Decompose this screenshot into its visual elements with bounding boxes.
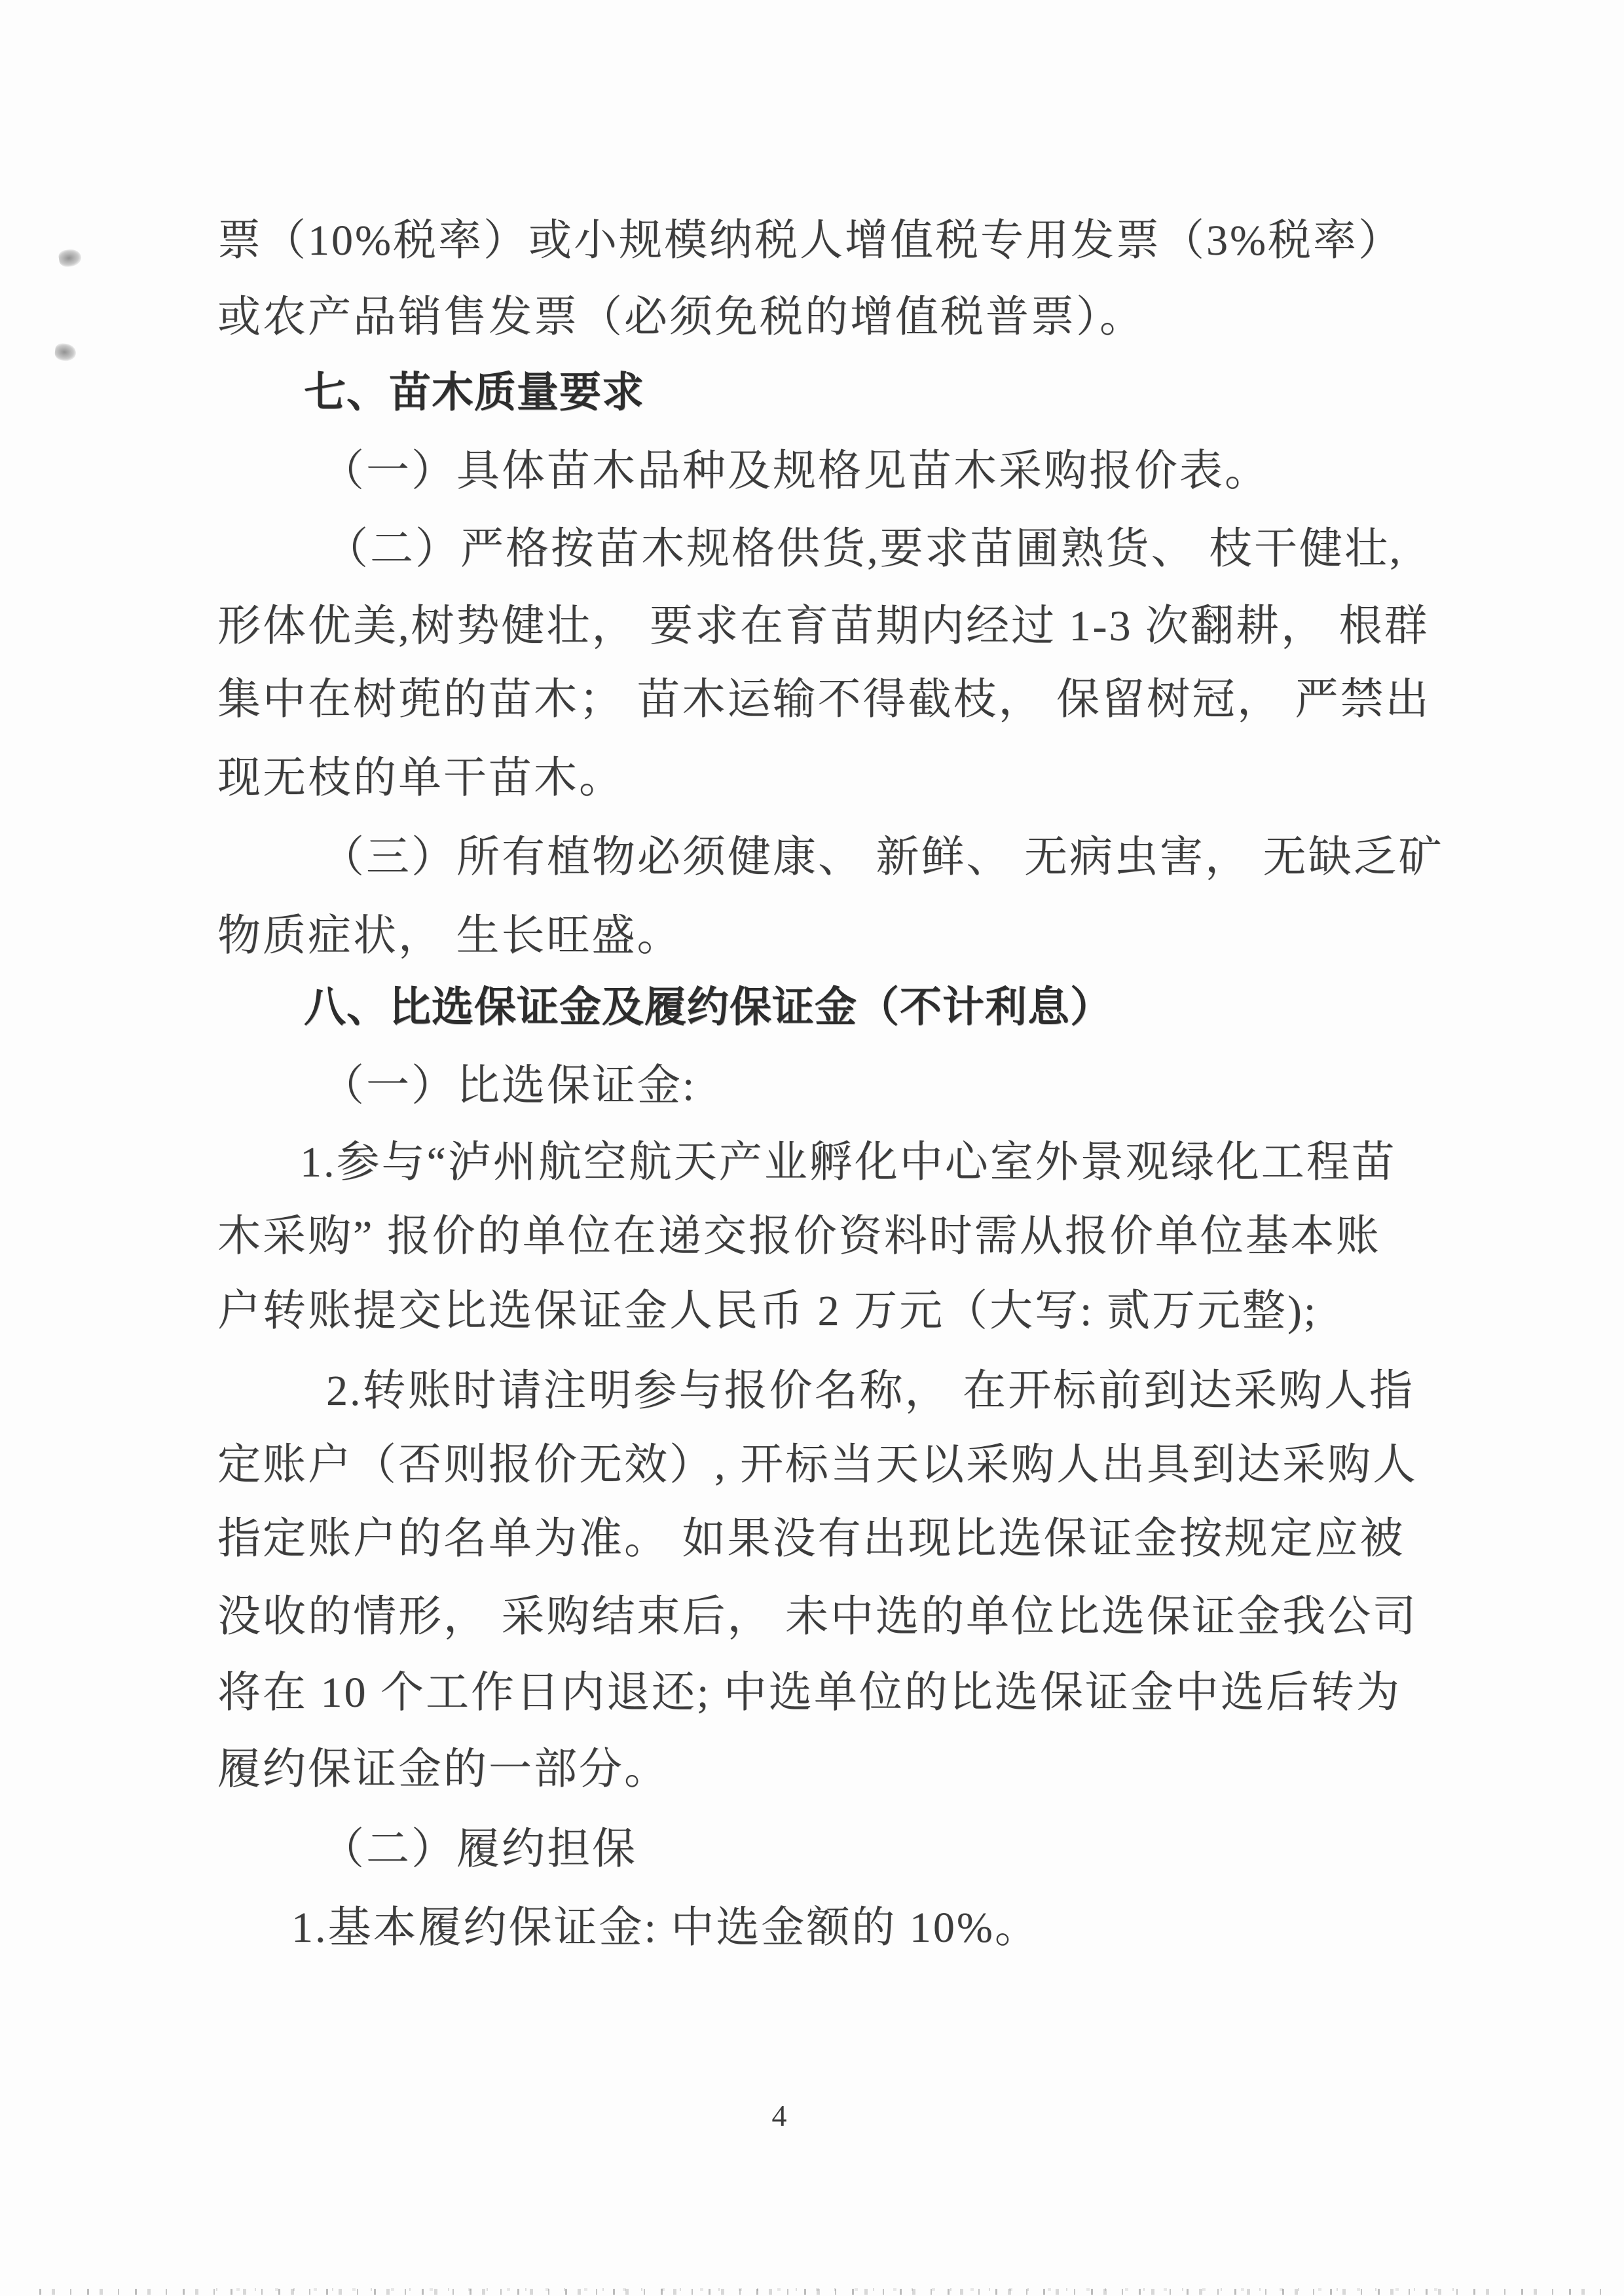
text-line: 木采购” 报价的单位在递交报价资料时需从报价单位基本账 (217, 1212, 1381, 1260)
scan-noise-band (216, 2288, 1460, 2291)
text-line: 1.基本履约保证金: 中选金额的 10%。 (291, 1904, 1040, 1952)
text-line: 形体优美,树势健壮， 要求在育苗期内经过 1-3 次翻耕， 根群 (217, 602, 1430, 650)
text-line: （一）具体苗木品种及规格见苗木采购报价表。 (321, 447, 1270, 495)
text-line: 1.参与“泸州航空航天产业孵化中心室外景观绿化工程苗 (300, 1139, 1397, 1186)
text-line: （三）所有植物必须健康、 新鲜、 无病虫害， 无缺乏矿 (321, 833, 1444, 881)
text-line: 现无枝的单干苗木。 (217, 754, 624, 802)
text-line: （二）履约担保 (321, 1825, 637, 1873)
text-line: （一）比选保证金: (321, 1062, 697, 1110)
text-line: 指定账户的名单为准。 如果没有出现比选保证金按规定应被 (217, 1515, 1405, 1563)
text-line: 票（10%税率）或小规模纳税人增值税专用发票（3%税率） (217, 217, 1403, 264)
text-line: 履约保证金的一部分。 (217, 1745, 669, 1793)
scan-smudge (54, 342, 77, 361)
section-heading: 七、苗木质量要求 (304, 369, 644, 416)
text-line: 户转账提交比选保证金人民币 2 万元（大写: 贰万元整); (217, 1287, 1318, 1335)
text-line: 将在 10 个工作日内退还; 中选单位的比选保证金中选后转为 (217, 1669, 1401, 1717)
text-line: 2.转账时请注明参与报价名称， 在开标前到达采购人指 (326, 1367, 1414, 1415)
page-number: 4 (771, 2099, 787, 2132)
scan-smudge (58, 248, 82, 268)
text-line: 没收的情形， 采购结束后， 未中选的单位比选保证金我公司 (217, 1593, 1418, 1641)
text-line: 物质症状， 生长旺盛。 (217, 912, 682, 960)
text-line: 集中在树蔸的苗木； 苗木运输不得截枝， 保留树冠， 严禁出 (217, 676, 1431, 723)
text-line: （二）严格按苗木规格供货,要求苗圃熟货、 枝干健壮, (325, 525, 1403, 573)
text-line: 或农产品销售发票（必须免税的增值税普票）。 (217, 293, 1145, 341)
text-line: 定账户（否则报价无效）, 开标当天以采购人出具到达采购人 (217, 1441, 1418, 1489)
section-heading: 八、比选保证金及履约保证金（不计利息） (304, 983, 1113, 1030)
